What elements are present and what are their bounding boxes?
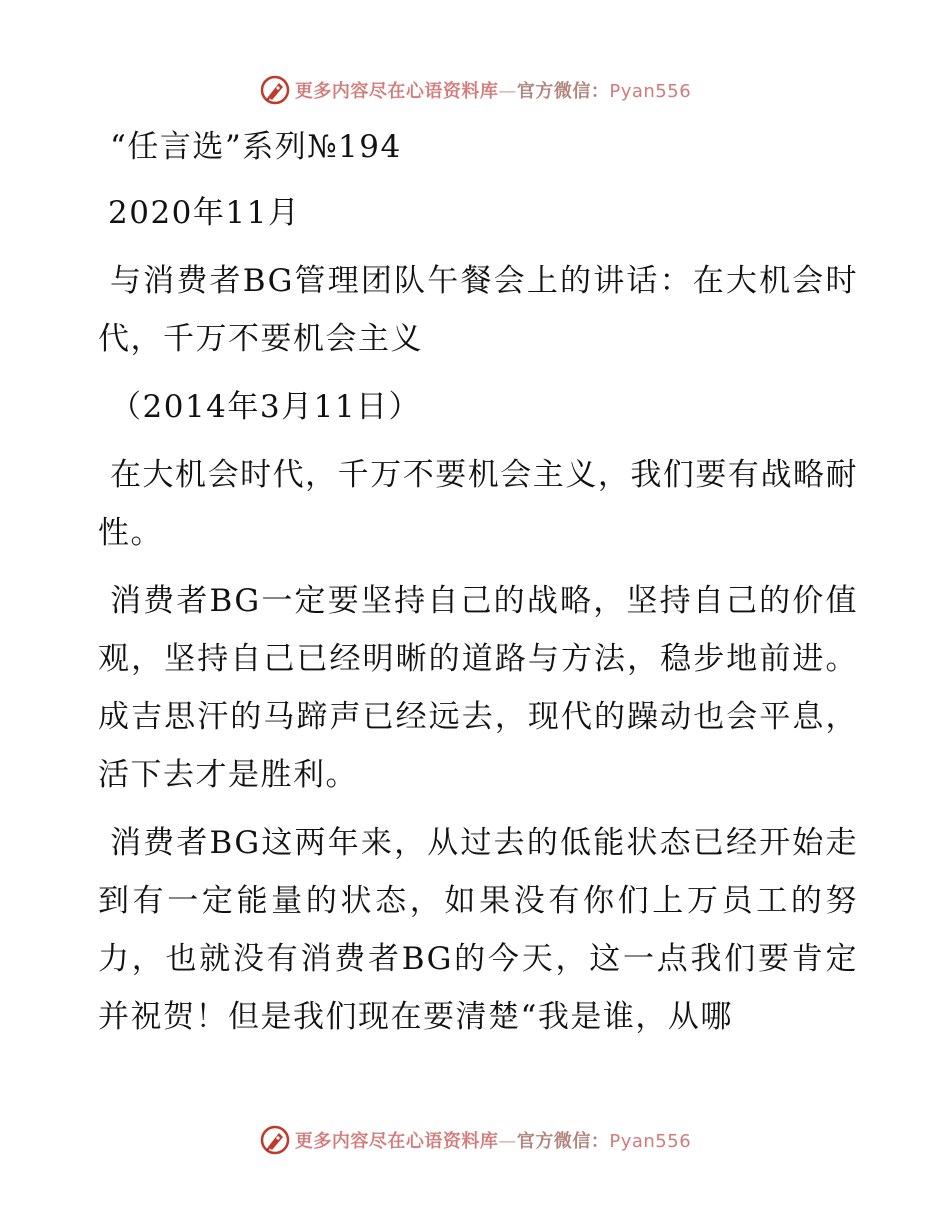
series-heading: “任言选”系列№194	[110, 129, 402, 165]
paragraph-2: 消费者BG一定要坚持自己的战略，坚持自己的价值观，坚持自己已经明晰的道路与方法，稳步地前进。成吉思汗的马蹄声已经远去，现代的躁动也会平息，活下去才是胜利。	[98, 583, 858, 793]
speech-title: 与消费者BG管理团队午餐会上的讲话：在大机会时代，千万不要机会主义	[98, 263, 858, 357]
watermark-banner-bottom	[0, 1122, 950, 1158]
pen-nib-logo-icon	[259, 74, 291, 106]
watermark-wechat-id: Pyan556	[609, 1131, 692, 1152]
document-body	[98, 118, 858, 1056]
watermark-wechat-label: 官方微信：	[516, 81, 610, 102]
paragraph-1: 在大机会时代，千万不要机会主义，我们要有战略耐性。	[98, 457, 858, 551]
speech-date: （2014年3月11日）	[110, 389, 422, 425]
watermark-wechat-id: Pyan556	[609, 81, 692, 102]
watermark-main-text: 更多内容尽在心语资料库	[294, 81, 499, 102]
watermark-banner-top	[0, 72, 950, 108]
pen-nib-logo-icon	[259, 1124, 291, 1156]
document-date: 2020年11月	[108, 195, 301, 231]
watermark-text	[295, 1127, 691, 1153]
watermark-main-text: 更多内容尽在心语资料库	[294, 1131, 499, 1152]
watermark-wechat-label: 官方微信：	[516, 1131, 610, 1152]
watermark-separator: —	[498, 81, 517, 102]
watermark-separator: —	[498, 1131, 517, 1152]
paragraph-3: 消费者BG这两年来，从过去的低能状态已经开始走到有一定能量的状态，如果没有你们上万员工的努力，也就没有消费者BG的今天，这一点我们要肯定并祝贺！但是我们现在要清楚“我是谁，从哪	[98, 825, 858, 1035]
watermark-text	[295, 77, 691, 103]
